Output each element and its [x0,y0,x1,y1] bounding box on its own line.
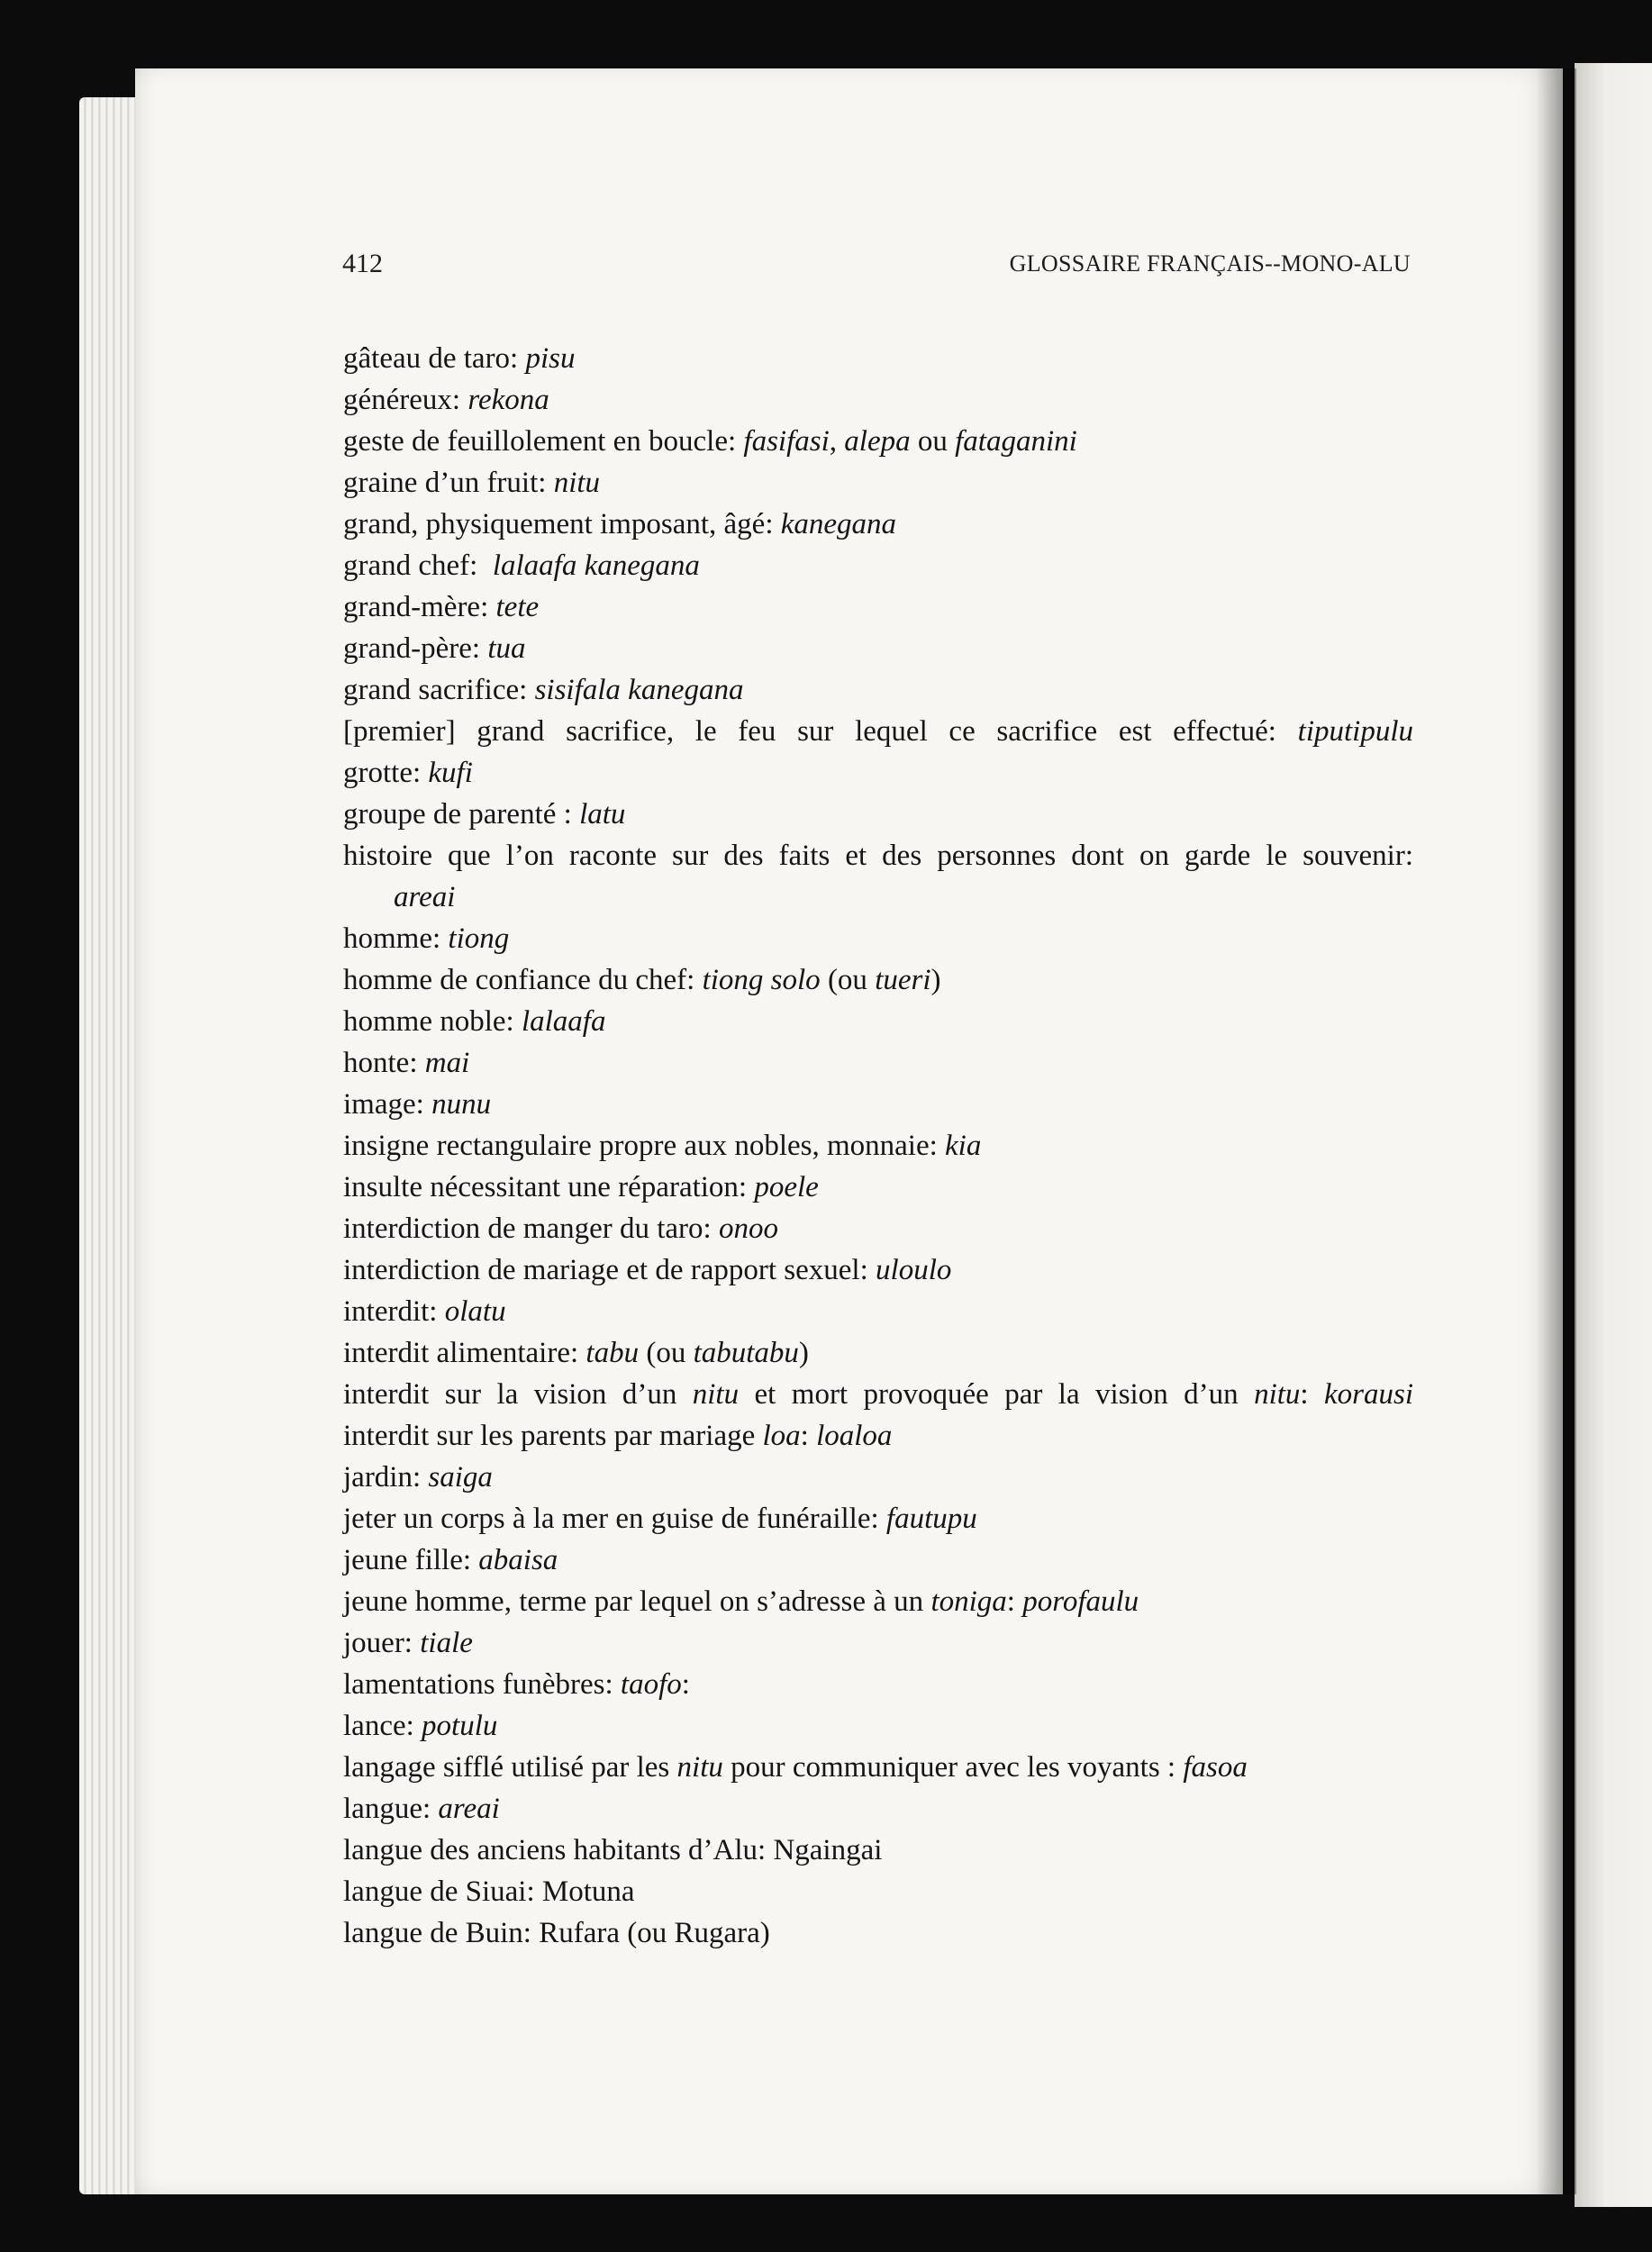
glossary-entry [343,628,1413,669]
entry-term: jeune fille: [343,1544,472,1576]
entry-term: grand-mère: [343,591,489,623]
entry-term: geste de feuillolement en boucle: [343,425,737,458]
entry-term: interdiction de mariage et de rapport sexuel: [343,1254,868,1286]
glossary-entry [343,1581,1413,1622]
entry-term: grand sacrifice: [343,674,528,706]
entry-separator: ) [798,1337,809,1369]
entry-translation: tueri [875,964,931,996]
entry-translation: tabutabu [693,1337,799,1369]
entry-translation: latu [579,798,626,831]
entry-term: grand chef: [343,549,478,582]
entry-translation: korausi [1324,1378,1414,1411]
entry-translation: pisu [525,342,576,375]
entry-translation: tabu [585,1337,640,1369]
glossary-entry [343,835,1413,918]
entry-translation: fataganini [955,425,1077,458]
entry-translation: nitu [1254,1378,1301,1411]
entry-term: [premier] grand sacrifice, le feu sur lequel ce sacrifice est effectué: [343,715,1276,748]
entry-term: grand-père: [343,632,481,665]
entry-translation: kia [945,1130,982,1162]
entry-translation: nunu [431,1088,492,1121]
glossary-entry [343,421,1413,462]
entry-term: jouer: [343,1627,413,1659]
glossary-entry [343,1747,1413,1788]
entry-translation: onoo [718,1212,778,1245]
entry-translation: uloulo [876,1254,952,1286]
glossary-entry [343,1167,1413,1208]
entry-translation: tiong solo [702,964,821,996]
entry-term: langue de Buin: Rufara (ou Rugara) [343,1917,770,1949]
entry-translation: tiale [420,1627,473,1659]
entry-translation: tua [487,632,526,665]
entry-translation: areai [438,1793,500,1825]
entry-separator: : [800,1420,817,1452]
entry-translation: sisifala kanegana [534,674,744,706]
entry-term: insigne rectangulaire propre aux nobles, monnaie: [343,1130,938,1162]
entry-translation: potulu [422,1710,498,1742]
entry-term: gâteau de taro: [343,342,519,375]
entry-term: langage sifflé utilisé par les [343,1751,670,1784]
glossary-entry [343,338,1413,379]
glossary-entry [343,1830,1413,1871]
entry-translation: tiputipulu [1297,715,1414,748]
glossary-entry [343,1374,1413,1415]
entry-term: interdit sur les parents par mariage [343,1420,756,1452]
entry-translation: mai [424,1047,470,1079]
entry-term: langue de Siuai: Motuna [343,1875,635,1908]
entry-separator: : [1006,1585,1023,1618]
glossary-entry [343,504,1413,545]
glossary-entry [343,1208,1413,1249]
entry-separator: : [681,1668,690,1701]
entry-translation: areai [394,881,456,913]
entry-term: image: [343,1088,424,1121]
entry-term: interdiction de manger du taro: [343,1212,712,1245]
page-number: 412 [342,249,383,278]
entry-translation: nitu [553,467,601,499]
entry-translation: tete [495,591,540,623]
entry-term: langue des anciens habitants d’Alu: Ngaingai [343,1834,883,1866]
glossary-entry [343,752,1413,794]
entry-term: langue: [343,1793,431,1825]
entry-translation: lalaafa [521,1005,606,1038]
entry-term: jeune homme, terme par lequel on s’adresse à un [343,1585,924,1618]
glossary-entry [343,1042,1413,1084]
entry-translation: fasoa [1183,1751,1248,1784]
entry-translation: toniga [930,1585,1007,1618]
glossary-entry [343,794,1413,835]
entry-translation: abaisa [478,1544,558,1576]
entry-translation: tiong [448,922,510,955]
glossary-entry [343,1291,1413,1332]
entry-translation: porofaulu [1022,1585,1139,1618]
entry-term: homme noble: [343,1005,514,1038]
entry-translation: loaloa [816,1420,893,1452]
entry-term: jeter un corps à la mer en guise de funéraille: [343,1503,879,1535]
glossary-entry [343,1001,1413,1042]
glossary-entry [343,586,1413,628]
glossary-entry [343,1498,1413,1539]
entry-term: grand, physiquement imposant, âgé: [343,508,774,540]
glossary-entry [343,669,1413,711]
entry-term: grotte: [343,757,422,789]
entry-separator: ) [930,964,941,996]
entry-term: graine d’un fruit: [343,467,547,499]
entry-term: interdit: [343,1295,438,1328]
facing-page-edge [1575,63,1652,2207]
glossary-entry [343,1664,1413,1705]
entry-translation: rekona [467,384,549,416]
glossary-entry [343,959,1413,1001]
entry-separator: : [1300,1378,1325,1411]
glossary-entry [343,1457,1413,1498]
entry-term: lamentations funèbres: [343,1668,613,1701]
entry-translation: nitu [692,1378,740,1411]
entry-separator: (ou [639,1337,694,1369]
entry-term: groupe de parenté : [343,798,572,831]
entry-translation: saiga [428,1461,493,1494]
entry-term: homme de confiance du chef: [343,964,695,996]
entry-separator: ou [910,425,956,458]
gutter-shadow [1536,68,1576,2194]
glossary-entry [343,545,1413,586]
glossary-entry [343,379,1413,421]
page-header [342,249,1411,285]
glossary-entry [343,711,1413,752]
entry-separator: , [829,425,838,458]
entry-term: honte: [343,1047,418,1079]
entry-term: interdit alimentaire: [343,1337,579,1369]
glossary-entry [343,1332,1413,1374]
entry-translation: fautupu [885,1503,977,1535]
glossary-entry [343,1912,1413,1954]
entry-term: histoire que l’on raconte sur des faits et des personnes dont on garde le souvenir: [343,840,1413,872]
running-head: GLOSSAIRE FRANÇAIS--MONO-ALU [1009,250,1411,277]
entry-term: jardin: [343,1461,422,1494]
glossary-entry [343,1788,1413,1830]
entry-separator: et mort provoquée par la vision d’un [739,1378,1255,1411]
glossary-entry [343,918,1413,959]
entry-translation: fasifasi [743,425,830,458]
entry-translation: nitu [676,1751,723,1784]
entry-separator: pour communiquer avec les voyants : [722,1751,1184,1784]
glossary-entry [343,1539,1413,1581]
glossary-entry-list [343,338,1413,1954]
entry-term: insulte nécessitant une réparation: [343,1171,748,1203]
glossary-entry [343,1125,1413,1167]
entry-translation: loa [762,1420,801,1452]
glossary-entry [343,1084,1413,1125]
glossary-entry [343,1871,1413,1912]
glossary-entry [343,1249,1413,1291]
entry-translation: lalaafa kanegana [492,549,700,582]
entry-translation: olatu [444,1295,506,1328]
glossary-entry [343,1622,1413,1664]
entry-term: homme: [343,922,441,955]
entry-translation: poele [754,1171,819,1203]
glossary-entry [343,1705,1413,1747]
entry-translation: taofo [620,1668,682,1701]
entry-translation: kufi [428,757,473,789]
glossary-entry [343,1415,1413,1457]
entry-term: interdit sur la vision d’un [343,1378,677,1411]
entry-translation: alepa [844,425,911,458]
entry-term: généreux: [343,384,461,416]
entry-term: lance: [343,1710,414,1742]
entry-separator: (ou [820,964,876,996]
glossary-entry [343,462,1413,504]
entry-translation: kanegana [780,508,897,540]
